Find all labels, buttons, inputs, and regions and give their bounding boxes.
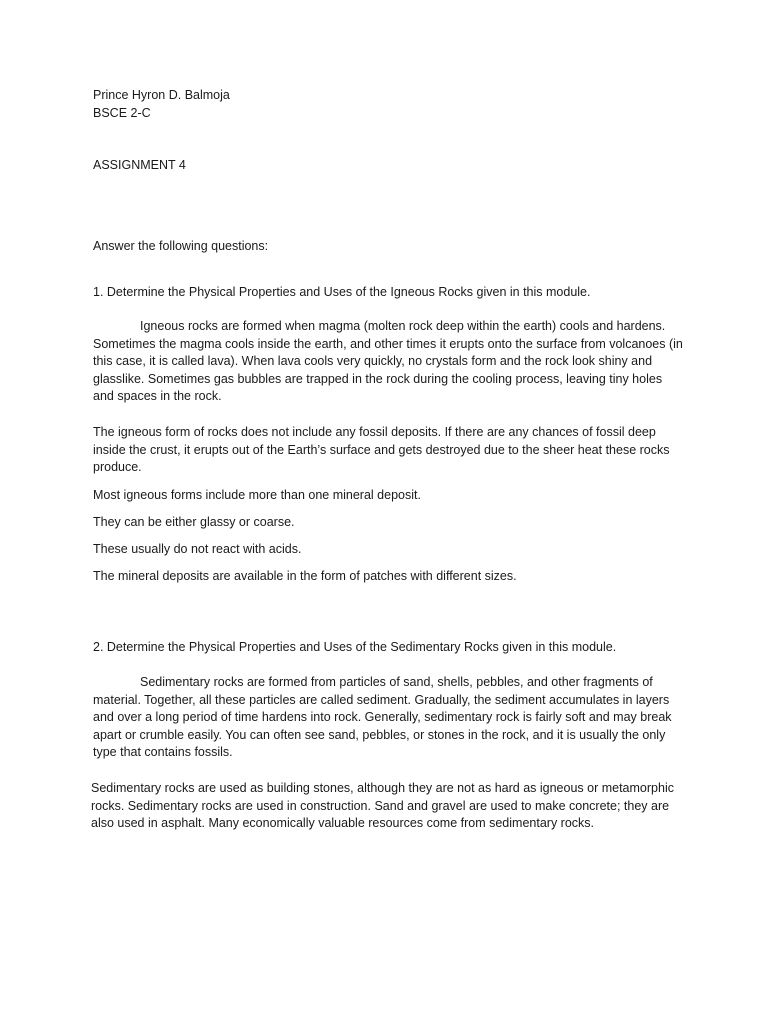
assignment-title: ASSIGNMENT 4 (93, 158, 186, 172)
q1-paragraph-1: Igneous rocks are formed when magma (molten rock deep within the earth) cools and hardens. Sometimes the magma cools inside the earth, and other times it erupts onto the surface from volcanoes (in this case, it is called lava). When lava cools very quickly, no crystals form and the rock look shiny and glasslike. Sometimes gas bubbles are trapped in the rock during the cooling process, leaving tiny holes and spaces in the rock. (93, 319, 683, 404)
q1-paragraph-4: They can be either glassy or coarse. (93, 515, 295, 529)
student-name: Prince Hyron D. Balmoja (93, 88, 230, 102)
q1-paragraph-5: These usually do not react with acids. (93, 542, 302, 556)
q1-paragraph-2: The igneous form of rocks does not include any fossil deposits. If there are any chances of fossil deep inside the crust, it erupts out of the Earth’s surface and gets destroyed due to the sheer heat these rocks produce. (93, 425, 670, 475)
instructions: Answer the following questions: (93, 239, 269, 253)
question-1: 1. Determine the Physical Properties and Uses of the Igneous Rocks given in this module. (93, 285, 591, 299)
question-2: 2. Determine the Physical Properties and Uses of the Sedimentary Rocks given in this module. (93, 640, 617, 654)
q1-paragraph-3: Most igneous forms include more than one mineral deposit. (93, 488, 421, 502)
q2-paragraph-2: Sedimentary rocks are used as building stones, although they are not as hard as igneous or metamorphic rocks. Sedimentary rocks are used in construction. Sand and gravel are used to make concrete; they are also used in asphalt. Many economically valuable resources come from sedimentary rocks. (91, 781, 674, 831)
q2-paragraph-1: Sedimentary rocks are formed from particles of sand, shells, pebbles, and other fragments of material. Together, all these particles are called sediment. Gradually, the sediment accumulates in layers and over a long period of time hardens into rock. Generally, sedimentary rock is fairly soft and may break apart or crumble easily. You can often see sand, pebbles, or stones in the rock, and it is usually the only type that contains fossils. (93, 675, 672, 760)
student-section: BSCE 2-C (93, 106, 151, 120)
q1-paragraph-6: The mineral deposits are available in the form of patches with different sizes. (93, 569, 517, 583)
